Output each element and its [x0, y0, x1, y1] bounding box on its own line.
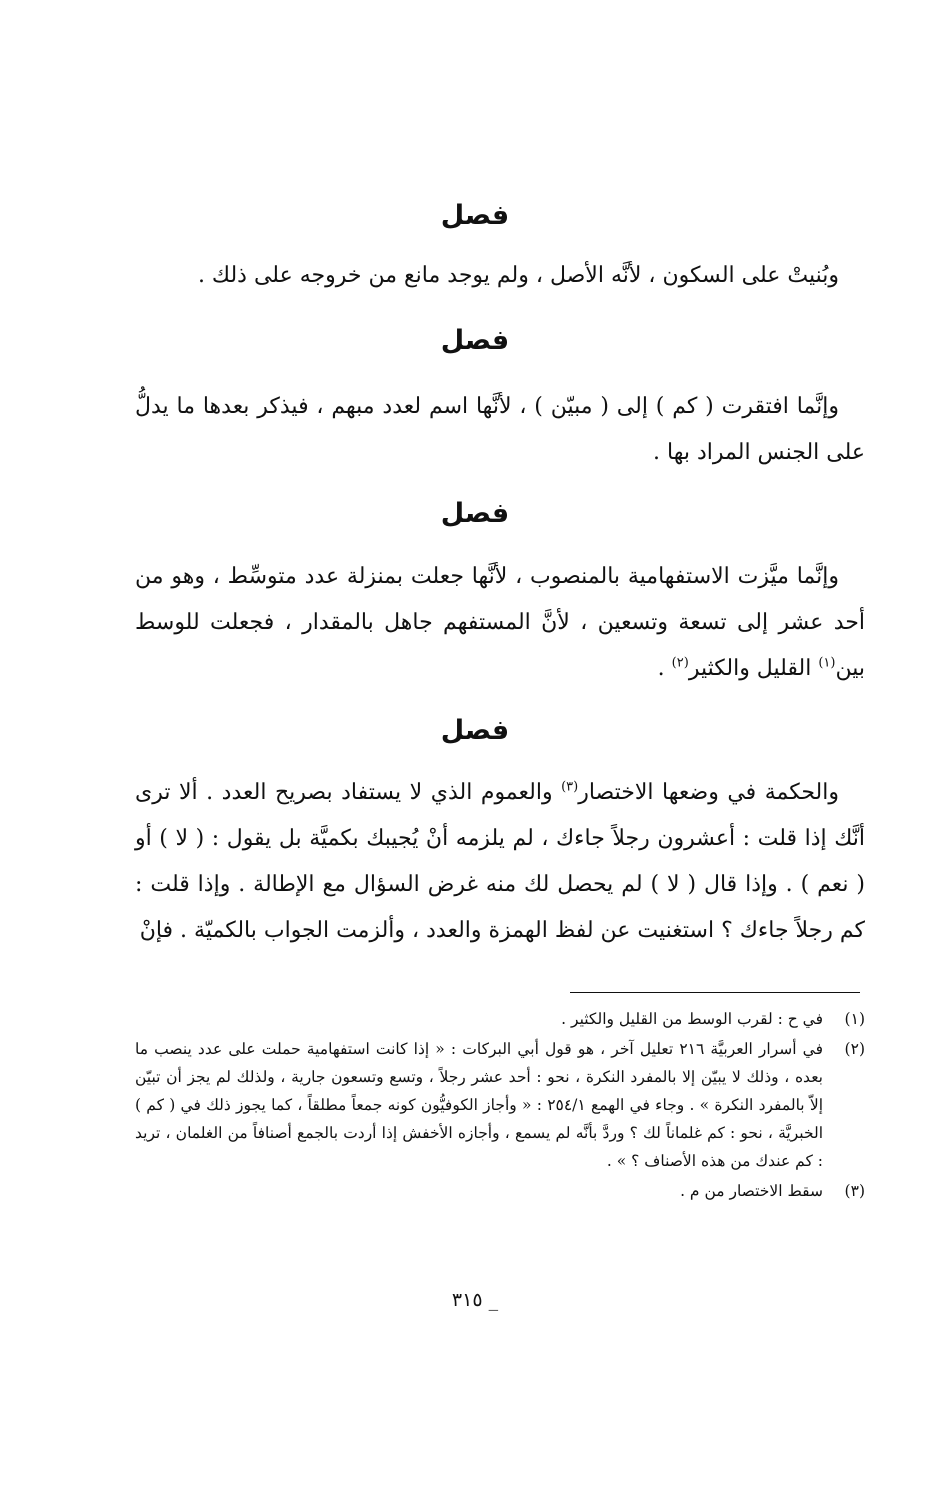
paragraph-text: وبُنيتْ على السكون ، لأنَّه الأصل ، ولم يوجد مانع من خروجه على ذلك .: [197, 263, 839, 288]
footnote-number: (١): [844, 1010, 865, 1028]
section-heading: فصل: [440, 498, 510, 529]
paragraph-text-part: .: [657, 656, 672, 681]
section-paragraph: [135, 770, 865, 954]
section-heading: فصل: [440, 715, 510, 746]
footnote-text: سقط الاختصار من م .: [680, 1182, 823, 1200]
footnote-reference[interactable]: (٣): [561, 779, 579, 795]
paragraph-text-part: والحكمة في وضعها الاختصار: [578, 780, 839, 805]
paragraph-text-part: القليل والكثير: [688, 656, 812, 681]
section-paragraph: [135, 384, 865, 476]
section-paragraph: [135, 554, 865, 692]
footnote-text: في أسرار العربيَّة ٢١٦ تعليل آخر ، هو قول أبي البركات : « إذا كانت استفهامية حملت على عدد ينصب ما بعده ، وذلك لا يبيّن إلا بالمفرد النكرة ، نحو : أحد عشر رجلاً ، وتسع وتسعون جارية ، ولذلك لم يجز أن تبيّن إلاّ بالمفرد النكرة » . وجاء في الهمع ٢٥٤/١ : « وأجاز الكوفيُّون كونه جمعاً مطلقاً ، كما يجوز ذلك في ( كم ) الخبريَّة ، نحو : كم غلماناً لك ؟ وردَّ بأنَّه لم يسمع ، وأجازه الأخفش إذا أردت بالجمع أصنافاً من الغلمان ، تريد : كم عندك من هذه الأصناف ؟ » .: [135, 1040, 824, 1170]
footnote-reference[interactable]: (٢): [671, 655, 689, 671]
paragraph-text: [135, 554, 865, 692]
footnote-text: في ح : لقرب الوسط من القليل والكثير .: [561, 1010, 823, 1028]
page-number: _ ٣١٥: [451, 1289, 499, 1311]
footnote: [135, 1005, 865, 1033]
section-paragraph: [135, 253, 865, 299]
footnotes: [135, 1005, 865, 1207]
paragraph-text-part: والعموم الذي لا يستفاد بصريح العدد . ألا ترى أنَّك إذا قلت : أعشرون رجلاً جاءك ، لم يلزمه أنْ يُجيبك بكميَّة بل يقول : ( لا ) أو ( نعم ) . وإذا قال ( لا ) لم يحصل لك منه غرض السؤال مع الإطالة . وإذا قلت : كم رجلاً جاءك ؟ استغنيت عن لفظ الهمزة والعدد ، وألزمت الجواب بالكميّة . فإنْ: [135, 780, 865, 943]
section-heading: فصل: [440, 200, 510, 231]
section-heading: فصل: [440, 325, 510, 356]
footnote-reference[interactable]: (١): [818, 655, 836, 671]
footnote-divider: [570, 992, 860, 993]
footnote-number: (٢): [844, 1040, 865, 1058]
footnote: [135, 1177, 865, 1205]
paragraph-text-part: وإنَّما ميَّزت الاستفهامية بالمنصوب ، لأنَّها جعلت بمنزلة عدد متوسِّط ، وهو من أحد عشر إلى تسعة وتسعين ، لأنَّ المستفهم جاهل بالمقدار ، فجعلت للوسط بين: [135, 564, 865, 681]
footnote: [135, 1035, 865, 1175]
paragraph-text: وإنَّما افتقرت ( كم ) إلى ( مبيّن ) ، لأنَّها اسم لعدد مبهم ، فيذكر بعدها ما يدلُّ على الجنس المراد بها .: [135, 394, 865, 465]
footnote-number: (٣): [844, 1182, 865, 1200]
paragraph-text: [135, 770, 865, 954]
